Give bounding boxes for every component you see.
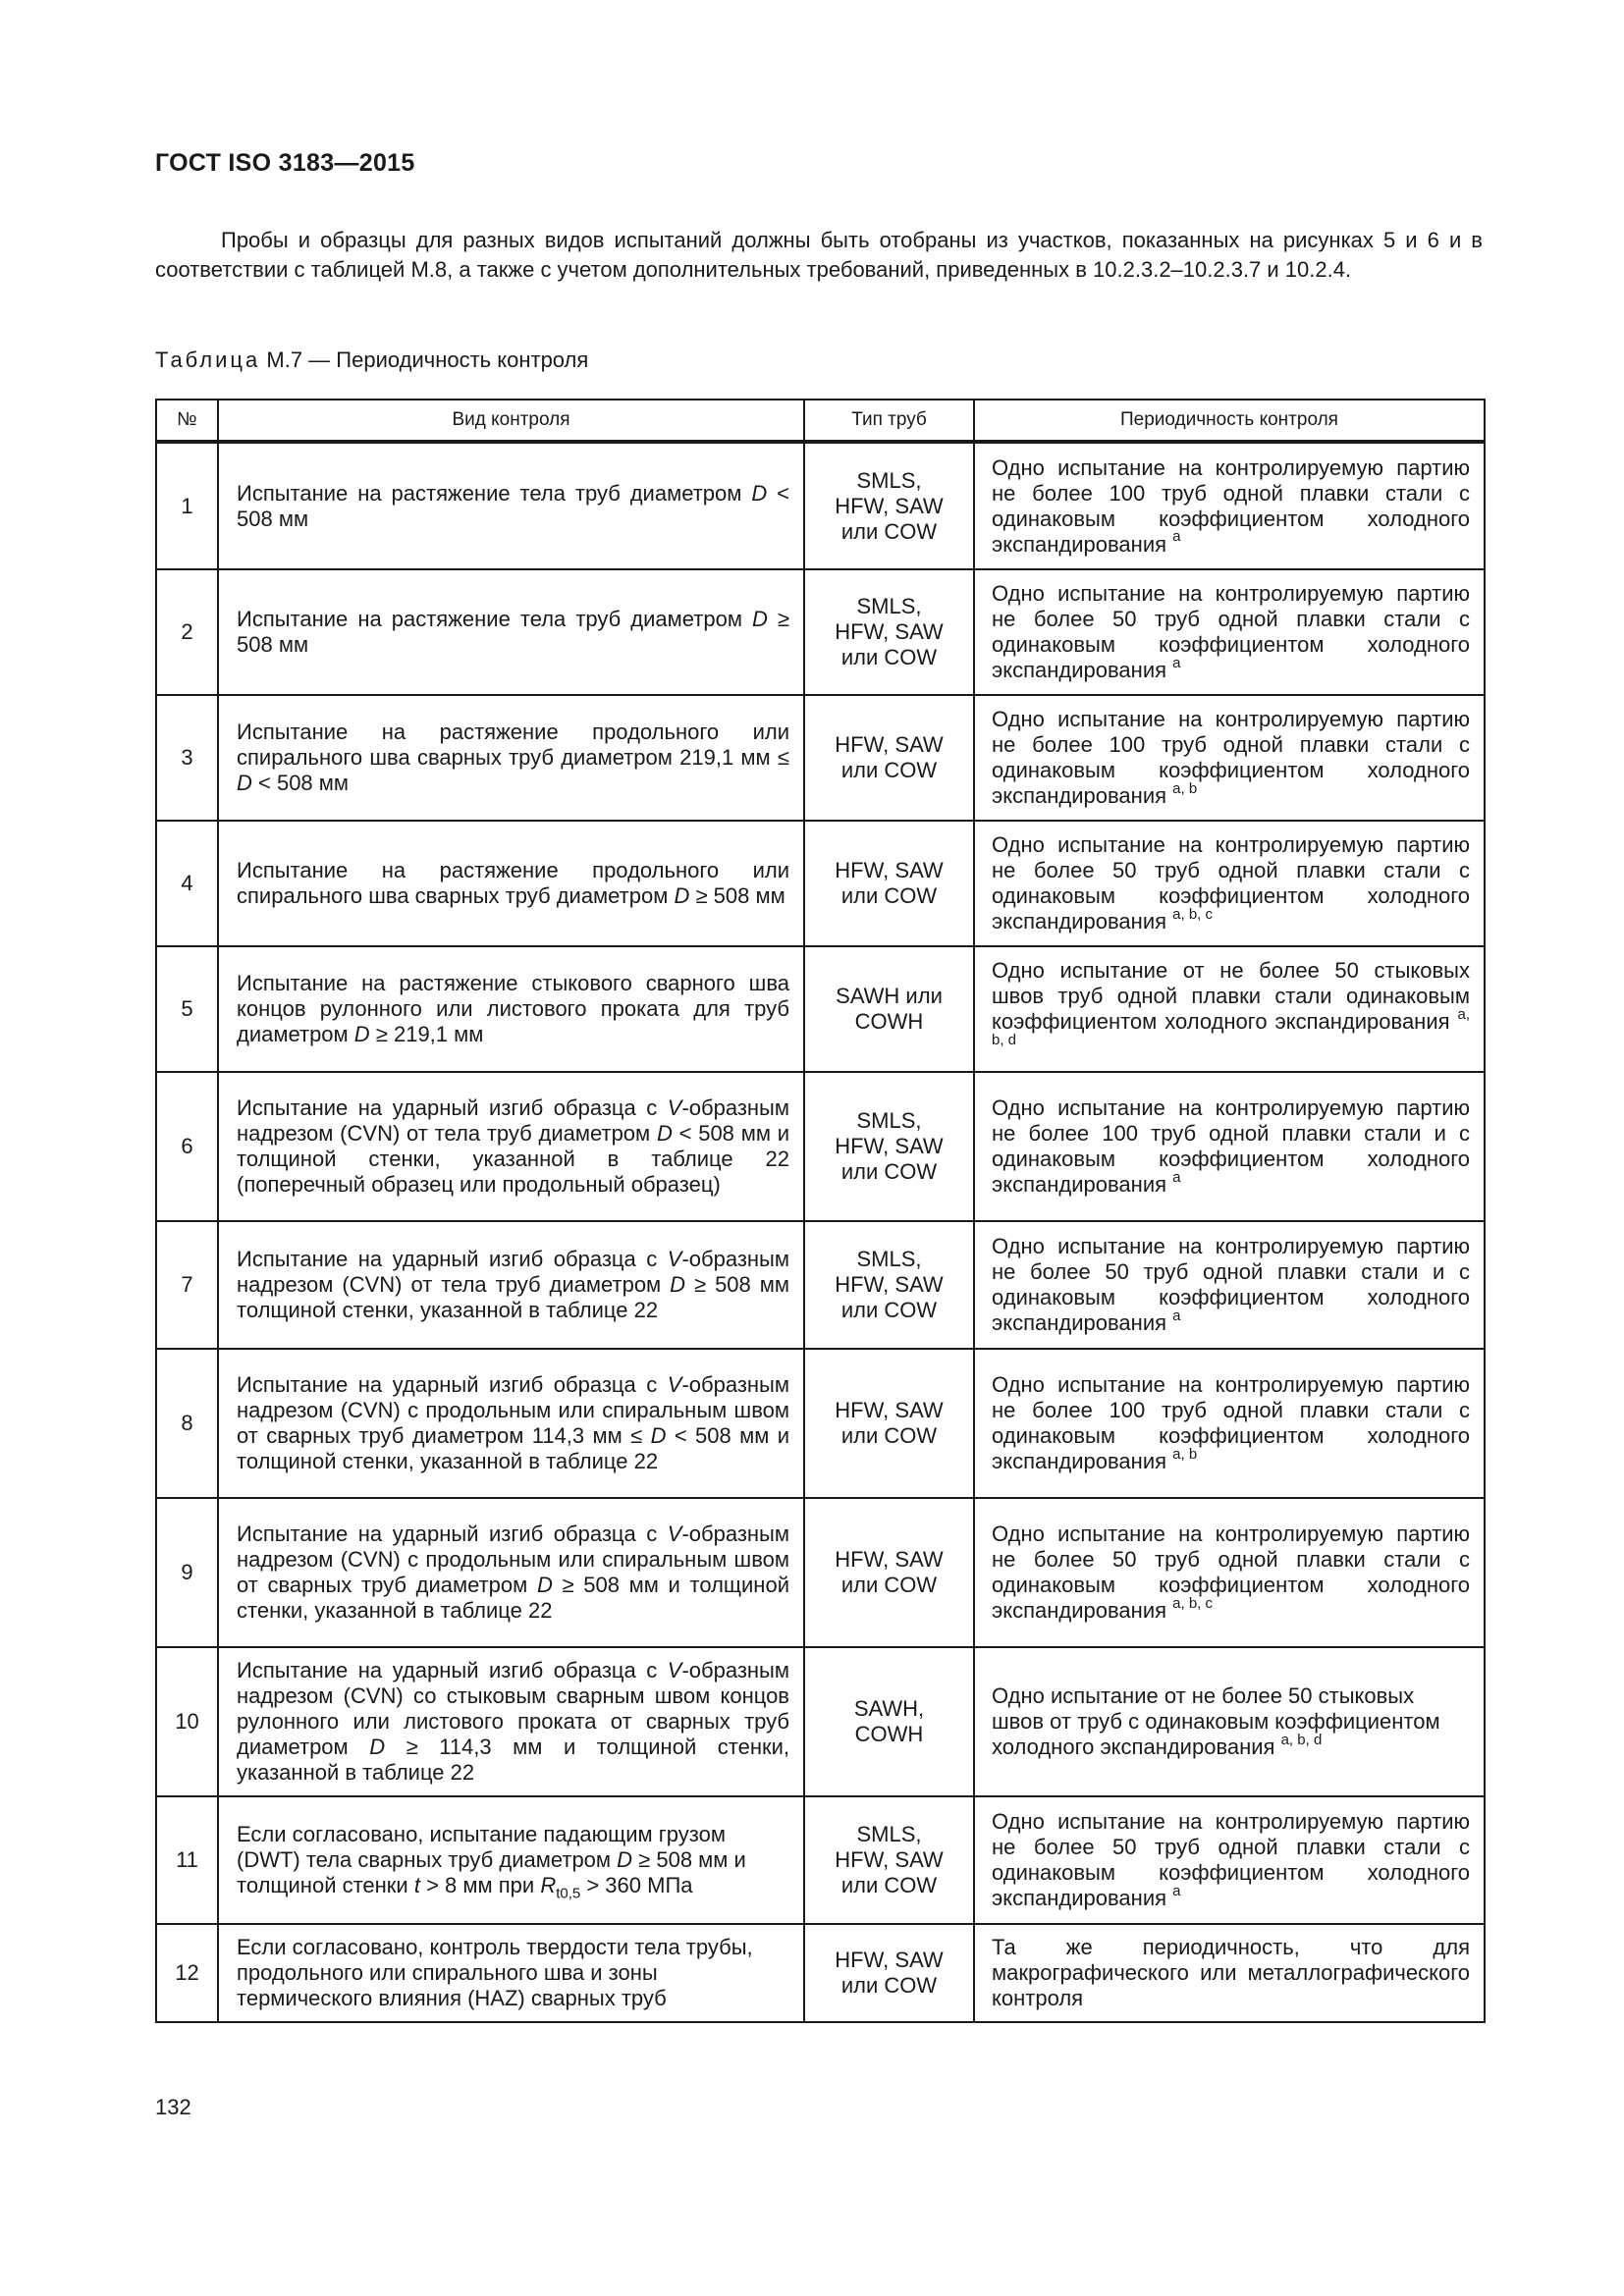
table-body xyxy=(156,400,1485,2022)
header-type: Тип труб xyxy=(804,400,974,442)
row-number: 4 xyxy=(156,821,218,946)
row-inspection-kind: Испытание на растяжение тела труб диаметром D < 508 мм xyxy=(218,442,804,569)
row-pipe-type: HFW, SAW или COW xyxy=(804,1498,974,1647)
row-inspection-frequency: Одно испытание на контролируемую партию не более 50 труб одной плавки стали и с одинаковым коэффициентом холодного экспандирования $^a$ xyxy=(974,1221,1485,1349)
row-inspection-frequency: Одно испытание на контролируемую партию не более 50 труб одной плавки стали с одинаковым коэффициентом холодного экспандирования $^a$ xyxy=(974,569,1485,695)
table-row xyxy=(156,1647,1485,1796)
table-caption-label: Таблица xyxy=(155,347,261,372)
row-inspection-frequency: Одно испытание на контролируемую партию не более 100 труб одной плавки стали с одинаковым коэффициентом холодного экспандирования $^{a, b}$ xyxy=(974,1349,1485,1498)
row-number: 7 xyxy=(156,1221,218,1349)
row-pipe-type: SAWH, COWH xyxy=(804,1647,974,1796)
row-inspection-kind: Испытание на ударный изгиб образца с V-образным надрезом (CVN) с продольным или спиральным швом от сварных труб диаметром D ≥ 508 мм и толщиной стенки, указанной в таблице 22 xyxy=(218,1498,804,1647)
row-inspection-frequency: Одно испытание на контролируемую партию не более 100 труб одной плавки стали с одинаковым коэффициентом холодного экспандирования $^{a, b}$ xyxy=(974,695,1485,821)
table-caption-title: М.7 — Периодичность контроля xyxy=(266,347,589,372)
table-row xyxy=(156,695,1485,821)
header-period: Периодичность контроля xyxy=(974,400,1485,442)
row-inspection-kind: Если согласовано, испытание падающим грузом (DWT) тела сварных труб диаметром D ≥ 508 мм и толщиной стенки t > 8 мм при $R_{t0,5} > 360$ МПа xyxy=(218,1796,804,1924)
table-row xyxy=(156,1796,1485,1924)
table-row xyxy=(156,821,1485,946)
row-pipe-type: SAWH или COWH xyxy=(804,946,974,1072)
header-kind: Вид контроля xyxy=(218,400,804,442)
row-pipe-type: SMLS, HFW, SAW или COW xyxy=(804,569,974,695)
row-inspection-frequency: Одно испытание на контролируемую партию не более 100 труб одной плавки стали с одинаковым коэффициентом холодного экспандирования $^a$ xyxy=(974,442,1485,569)
row-pipe-type: SMLS, HFW, SAW или COW xyxy=(804,1221,974,1349)
row-inspection-kind: Испытание на растяжение стыкового сварного шва концов рулонного или листового проката для труб диаметром D ≥ 219,1 мм xyxy=(218,946,804,1072)
row-number: 6 xyxy=(156,1072,218,1221)
table-row xyxy=(156,1349,1485,1498)
document-code: ГОСТ ISO 3183—2015 xyxy=(155,149,415,177)
row-number: 5 xyxy=(156,946,218,1072)
row-number: 2 xyxy=(156,569,218,695)
row-number: 9 xyxy=(156,1498,218,1647)
row-inspection-kind: Испытание на растяжение тела труб диаметром D ≥ 508 мм xyxy=(218,569,804,695)
row-inspection-frequency: Одно испытание от не более 50 стыковых швов труб одной плавки стали одинаковым коэффициентом холодного экспандирования $^{a, b, d}$ xyxy=(974,946,1485,1072)
row-inspection-frequency: Одно испытание на контролируемую партию не более 50 труб одной плавки стали с одинаковым коэффициентом холодного экспандирования $^{a, b, c}$ xyxy=(974,821,1485,946)
row-inspection-kind: Испытание на растяжение продольного или спирального шва сварных труб диаметром D ≥ 508 мм xyxy=(218,821,804,946)
row-inspection-kind: Испытание на ударный изгиб образца с V-образным надрезом (CVN) со стыковым сварным швом концов рулонного или листового проката от сварных труб диаметром D ≥ 114,3 мм и толщиной стенки, указанной в таблице 22 xyxy=(218,1647,804,1796)
row-pipe-type: HFW, SAW или COW xyxy=(804,821,974,946)
row-inspection-kind: Испытание на ударный изгиб образца с V-образным надрезом (CVN) от тела труб диаметром D < 508 мм и толщиной стенки, указанной в таблице 22 (поперечный образец или продольный образец) xyxy=(218,1072,804,1221)
table-caption xyxy=(155,347,588,373)
page-number: 132 xyxy=(155,2095,191,2119)
table-row xyxy=(156,1498,1485,1647)
table-row xyxy=(156,569,1485,695)
row-pipe-type: HFW, SAW или COW xyxy=(804,695,974,821)
row-number: 1 xyxy=(156,442,218,569)
row-inspection-frequency: Одно испытание на контролируемую партию не более 100 труб одной плавки стали и с одинаковым коэффициентом холодного экспандирования $^a$ xyxy=(974,1072,1485,1221)
row-pipe-type: SMLS, HFW, SAW или COW xyxy=(804,1796,974,1924)
row-number: 11 xyxy=(156,1796,218,1924)
table-row xyxy=(156,946,1485,1072)
header-num: № xyxy=(156,400,218,442)
row-number: 8 xyxy=(156,1349,218,1498)
row-inspection-frequency: Та же периодичность, что для макрографического или металлографического контроля xyxy=(974,1924,1485,2022)
row-number: 10 xyxy=(156,1647,218,1796)
table-header-row xyxy=(156,400,1485,442)
row-number: 12 xyxy=(156,1924,218,2022)
row-inspection-kind: Испытание на ударный изгиб образца с V-образным надрезом (CVN) с продольным или спиральным швом от сварных труб диаметром 114,3 мм ≤ D < 508 мм и толщиной стенки, указанной в таблице 22 xyxy=(218,1349,804,1498)
table-row xyxy=(156,1072,1485,1221)
row-number: 3 xyxy=(156,695,218,821)
row-inspection-kind: Если согласовано, контроль твердости тела трубы, продольного или спирального шва и зоны термического влияния (HAZ) сварных труб xyxy=(218,1924,804,2022)
row-pipe-type: SMLS, HFW, SAW или COW xyxy=(804,442,974,569)
row-inspection-kind: Испытание на растяжение продольного или спирального шва сварных труб диаметром 219,1 мм ≤ D < 508 мм xyxy=(218,695,804,821)
inspection-frequency-table xyxy=(155,399,1486,2023)
table-row xyxy=(156,1221,1485,1349)
row-pipe-type: SMLS, HFW, SAW или COW xyxy=(804,1072,974,1221)
row-pipe-type: HFW, SAW или COW xyxy=(804,1349,974,1498)
table-row xyxy=(156,442,1485,569)
row-pipe-type: HFW, SAW или COW xyxy=(804,1924,974,2022)
row-inspection-frequency: Одно испытание на контролируемую партию не более 50 труб одной плавки стали с одинаковым коэффициентом холодного экспандирования $^{a, b, c}$ xyxy=(974,1498,1485,1647)
row-inspection-frequency: Одно испытание от не более 50 стыковых швов от труб с одинаковым коэффициентом холодного экспандирования $^{a, b, d}$ xyxy=(974,1647,1485,1796)
intro-paragraph: Пробы и образцы для разных видов испытаний должны быть отобраны из участков, показанных на рисунках 5 и 6 и в соответствии с таблицей М.8, а также с учетом дополнительных требований, приведенных в 10.2.3.2–10.2.3.7 и 10.2.4. xyxy=(155,228,1483,282)
row-inspection-kind: Испытание на ударный изгиб образца с V-образным надрезом (CVN) от тела труб диаметром D ≥ 508 мм толщиной стенки, указанной в таблице 22 xyxy=(218,1221,804,1349)
row-inspection-frequency: Одно испытание на контролируемую партию не более 50 труб одной плавки стали с одинаковым коэффициентом холодного экспандирования $^a$ xyxy=(974,1796,1485,1924)
table-row xyxy=(156,1924,1485,2022)
